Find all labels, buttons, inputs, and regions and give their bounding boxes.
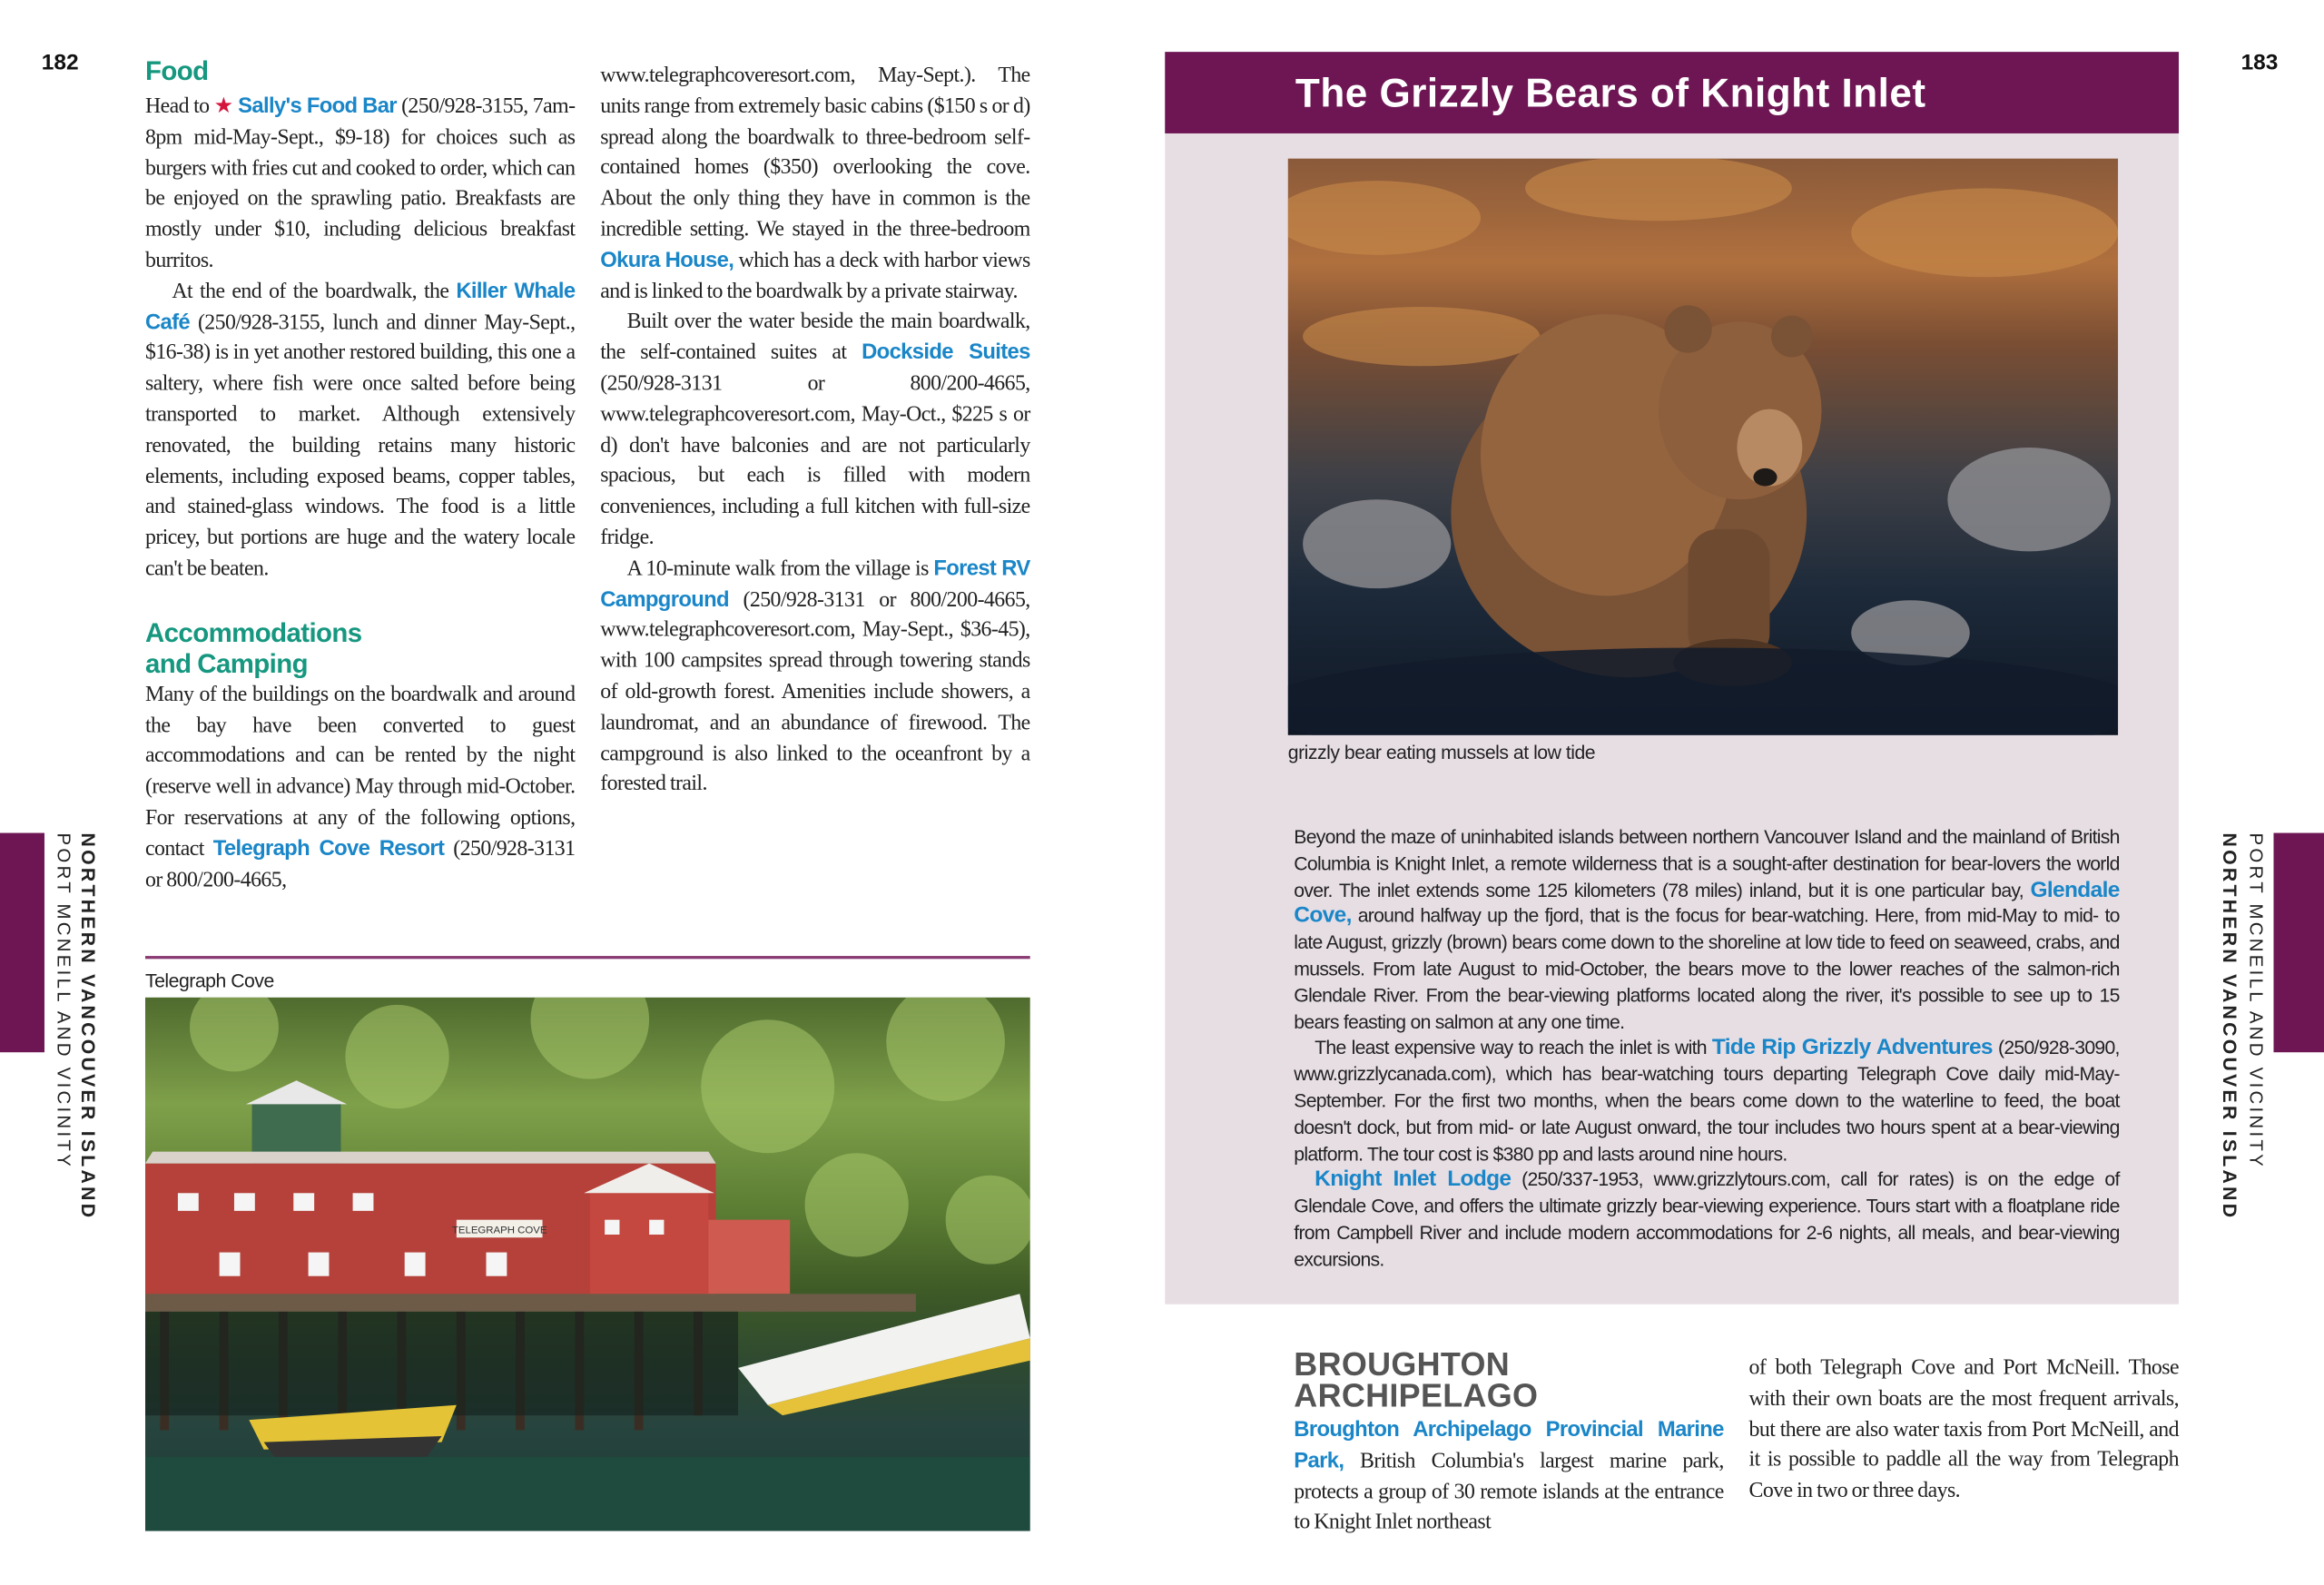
- link-tide-rip-grizzly-adventures[interactable]: Tide Rip Grizzly Adventures: [1711, 1035, 1993, 1060]
- text: (250/928-3090, www.grizzlycanada.com), which has bear-watching tours departing Telegraph Cove daily mid-May-September. For the first two months, when the bears come down to the waterline to feed, the boat doesn't dock, but from mid- or late August onward, the tour includes two hours spent at a bear-viewing platform. The tour cost is $380 pp and lasts around nine hours.: [1294, 1036, 2120, 1165]
- campground-paragraph: [600, 554, 1029, 801]
- accommodations-paragraph-continued: [600, 61, 1029, 308]
- telegraph-cove-caption: Telegraph Cove: [144, 969, 274, 992]
- telegraph-cove-sign: TELEGRAPH COVE: [451, 1225, 547, 1236]
- text: The least expensive way to reach the inlet is with: [1315, 1036, 1712, 1059]
- side-tab-left: [0, 833, 44, 1053]
- side-label-title: NORTHERN VANCOUVER ISLAND: [76, 832, 100, 1221]
- link-knight-inlet-lodge[interactable]: Knight Inlet Lodge: [1315, 1167, 1512, 1193]
- text: (250/928-3155, 7am-8pm mid-May-Sept., $9-18) for choices such as burgers with fries cut and cooked to order, which can be enjoyed on the sprawling patio. Breakfasts are mostly under $10, including delicious breakfast burritos.: [144, 94, 576, 273]
- text: www.telegraphcoveresort.com, May-Sept.). The units range from extremely basic cabins ($150 s or d) spread along the boardwalk to three-bedroom self-contained homes ($350) overlooking the cove. About the only thing they have in common is the incredible setting. We stayed in the three-bedroom: [600, 64, 1030, 242]
- text: (250/928-3131 or 800/200-4665,: [144, 837, 576, 892]
- heading-line: and Camping: [144, 648, 309, 679]
- broughton-heading: [1294, 1345, 1539, 1414]
- food-paragraph-2: [145, 277, 575, 586]
- side-label-subtitle: PORT MCNEILL AND VICINITY: [53, 832, 74, 1170]
- side-tab-right: [2273, 833, 2324, 1053]
- accommodations-heading: [145, 617, 575, 680]
- section-divider: [145, 956, 1030, 959]
- heading-line: ARCHIPELAGO: [1294, 1376, 1539, 1414]
- link-forest-rv-campground[interactable]: Forest RV Campground: [600, 556, 1030, 612]
- sidebar-paragraph-3: [1294, 1167, 2119, 1272]
- right-column-1: [1294, 1415, 1723, 1539]
- left-column-2: [600, 61, 1029, 801]
- sidebar-paragraph-2: [1294, 1035, 2119, 1167]
- text: (250/928-3131 or 800/200-4665, www.telegraphcoveresort.com, May-Oct., $225 s or d) don't have balconies and are not particularly spacious, but each is filled with modern conveniences, including a full kitchen with full-size fridge.: [600, 371, 1030, 550]
- link-killer-whale-cafe[interactable]: Killer Whale Café: [144, 280, 576, 335]
- accommodations-paragraph: [145, 680, 575, 896]
- food-paragraph-1: [145, 92, 575, 277]
- side-label-subtitle: PORT MCNEILL AND VICINITY: [2245, 832, 2267, 1170]
- side-label-right: [2217, 833, 2268, 1221]
- link-okura-house[interactable]: Okura House,: [600, 248, 734, 273]
- sidebar-paragraph-1: [1294, 824, 2119, 1035]
- grizzly-bear-photo: [1288, 159, 2118, 735]
- text: (250/928-3131 or 800/200-4665, www.telegraphcoveresort.com, May-Sept., $36-45), with 100 campsites spread through towering stands of old-growth forest. Amenities include showers, a laundromat, and an abundance of firewood. The campground is also linked to the oceanfront by a forested trail.: [600, 587, 1030, 797]
- text: At the end of the boardwalk, the: [172, 280, 457, 304]
- text: (250/928-3155, lunch and dinner May-Sept., $16-38) is in yet another restored building, this one a saltery, where fish were once salted before being transported to market. Although extensively renovated, the building retains many historic elements, including exposed beams, copper tables, and stained-glass windows. The food is a little pricey, but portions are huge and the watery locale can't be beaten.: [144, 310, 576, 581]
- text: A 10-minute walk from the village is: [626, 556, 934, 581]
- right-column-2: [1749, 1354, 2179, 1508]
- sidebar-title: The Grizzly Bears of Knight Inlet: [1295, 71, 1926, 116]
- broughton-paragraph-continued: of both Telegraph Cove and Port McNeill. Those with their own boats are the most frequent arrivals, but there are also water taxis from Port McNeill, and it is possible to paddle all the way from Telegraph Cove in two or three days.: [1748, 1355, 2179, 1503]
- bear-photo-caption: grizzly bear eating mussels at low tide: [1287, 741, 1596, 763]
- dockside-paragraph: [600, 308, 1029, 555]
- link-sallys-food-bar[interactable]: Sally's Food Bar: [238, 94, 397, 119]
- star-icon: ★: [213, 94, 233, 119]
- link-glendale-cove[interactable]: Glendale Cove,: [1294, 876, 2120, 929]
- food-heading: Food: [144, 56, 209, 86]
- link-dockside-suites[interactable]: Dockside Suites: [862, 340, 1030, 365]
- text: Built over the water beside the main boardwalk, the self-contained suites at: [600, 310, 1030, 365]
- left-column-1: [145, 56, 575, 896]
- telegraph-cove-photo: [145, 998, 1030, 1531]
- text: Many of the buildings on the boardwalk and around the bay have been converted to guest accommodations and can be rented by the night (reserve well in advance) May through mid-October. For reservations at any of the following options, contact: [144, 683, 576, 861]
- broughton-paragraph: [1294, 1415, 1723, 1539]
- link-broughton-archipelago-park[interactable]: Broughton Archipelago Provincial Marine Park,: [1294, 1418, 1724, 1473]
- side-label-title: NORTHERN VANCOUVER ISLAND: [2219, 832, 2241, 1221]
- text: Beyond the maze of uninhabited islands between northern Vancouver Island and the mainland of British Columbia is Knight Inlet, a remote wilderness that is a sought-after destination for bear-lovers the world over. The inlet extends some 125 kilometers (78 miles) inland, but it is one particular bay,: [1294, 825, 2120, 901]
- page-number-left: 182: [41, 50, 79, 76]
- text: which has a deck with harbor views and is linked to the boardwalk by a private stairway.: [600, 248, 1030, 304]
- sidebar-body: [1294, 824, 2119, 1273]
- text: around halfway up the fjord, that is the focus for bear-watching. Here, from mid-May to mid- to late August, grizzly (brown) bears come down to the shoreline at low tide to feed on seaweed, crabs, and mussels. From late August to mid-October, the bears move to the lower reaches of the salmon-rich Glendale River. From the bear-viewing platforms located along the river, it's possible to see up to 15 bears feasting on salmon at any one time.: [1294, 904, 2120, 1033]
- side-label-left: [51, 833, 102, 1221]
- page-number-right: 183: [2240, 50, 2279, 76]
- telegraph-cove-illustration: [145, 998, 1030, 1531]
- heading-line: Accommodations: [144, 617, 362, 648]
- grizzly-bear-illustration: [1288, 159, 2118, 735]
- text: (250/337-1953, www.grizzlytours.com, call for rates) is on the edge of Glendale Cove, and offers the ultimate grizzly bear-viewing experience. Tours start with a floatplane ride from Campbell River and include modern accommodations for 2-6 nights, all meals, and bear-viewing excursions.: [1294, 1168, 2120, 1270]
- link-telegraph-cove-resort[interactable]: Telegraph Cove Resort: [212, 837, 445, 861]
- text: Head to: [144, 94, 214, 119]
- text: British Columbia's largest marine park, protects a group of 30 remote islands at the entrance to Knight Inlet northeast: [1294, 1449, 1724, 1535]
- heading-line: BROUGHTON: [1294, 1345, 1511, 1383]
